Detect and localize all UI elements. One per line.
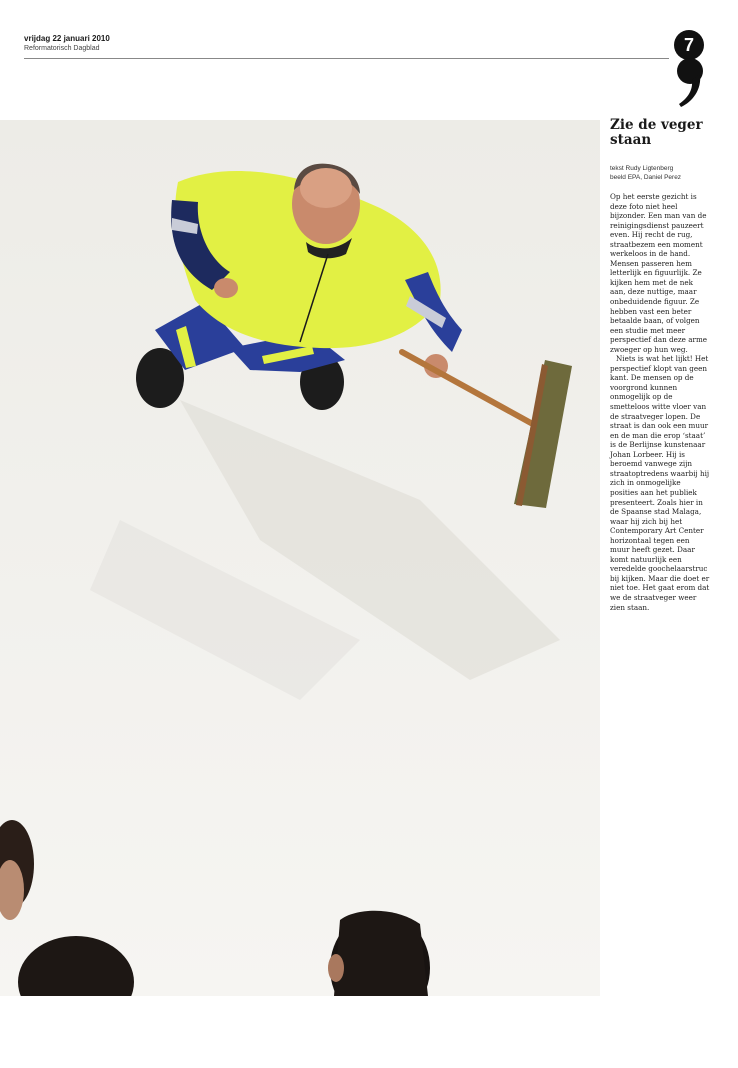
article [610, 118, 710, 612]
newspaper-name: Reformatorisch Dagblad [24, 45, 100, 52]
header-divider [24, 58, 669, 59]
text-credit: tekst Rudy Ligtenberg [610, 165, 674, 172]
image-credit: beeld EPA, Daniel Perez [610, 174, 682, 181]
article-credits [610, 164, 710, 182]
article-paragraph: Op het eerste gezicht is deze foto niet heel bijzonder. Een man van de reinigingsdienst pauzeert even. Hij recht de rug, straatbezem een moment werkeloos in de hand. Mensen passeren hem letterlijk en figuurlijk. Ze kijken hem met de nek aan, deze nuttige, maar onbeduidende figuur. Ze hebben vast een beter betaalde baan, of volgen een studie met meer perspectief dan deze arme zwoeger op hun weg. [610, 192, 708, 354]
issue-date: vrijdag 22 januari 2010 [24, 34, 110, 43]
page-number-badge: 7 [674, 30, 704, 60]
comma-logo-icon [674, 58, 706, 108]
article-paragraph: Niets is wat het lijkt! Het perspectief klopt van geen kant. De mensen op de voorgrond kunnen onmogelijk op de smetteloos witte vloer van de straatveger lopen. De straat is dan ook een muur en de man die erop ‘staat’ is de Berlijnse kunstenaar Johan Lorbeer. Hij is beroemd vanwege zijn straatoptredens waarbij hij zich in onmogelijke posities aan het publiek presenteert. Zoals hier in de Spaanse stad Malaga, waar hij zich bij het Contemporary Art Center horizontaal tegen een muur heeft gezet. Daar komt natuurlijk een veredelde goochelaarstruc bij kijken. Maar die doet er niet toe. Het gaat erom dat we de straatveger weer zien staan. [610, 354, 710, 612]
article-headline: Zie de veger staan [610, 117, 703, 148]
photo-street-sweeper [0, 120, 600, 996]
article-body [610, 192, 710, 612]
